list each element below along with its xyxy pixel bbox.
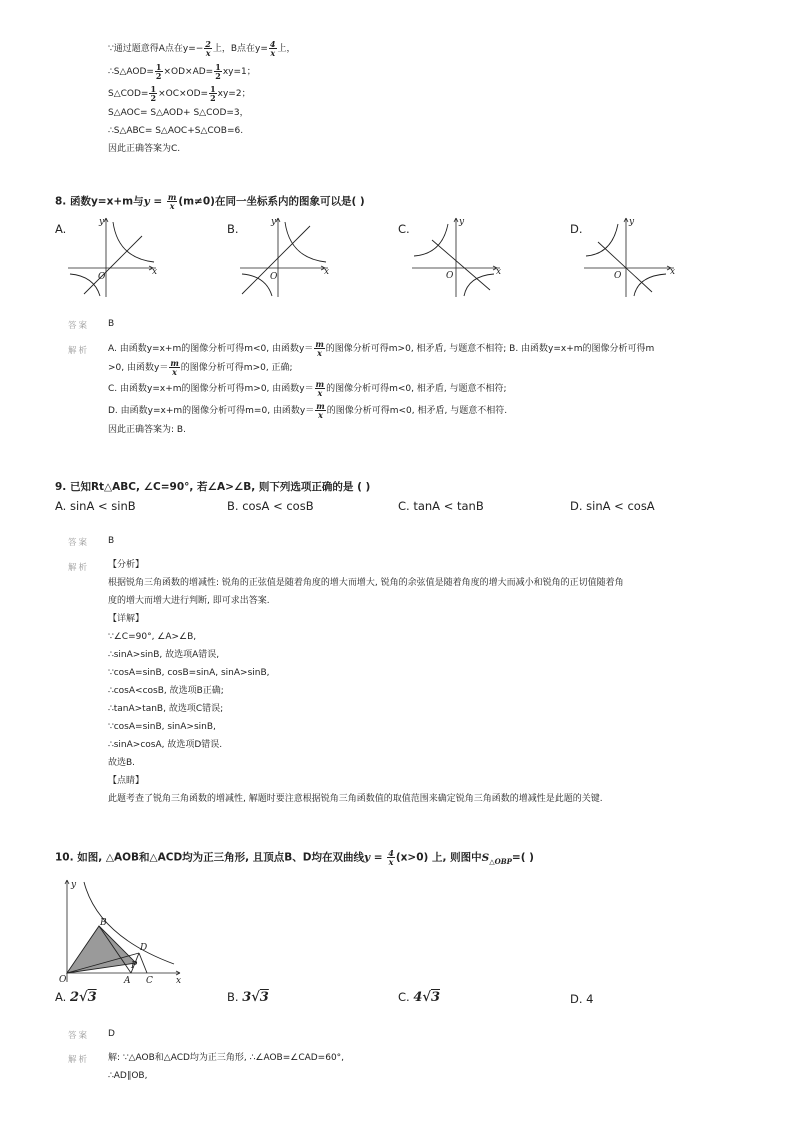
fraction-m-over-x: $\frac{m}{x}$ [167,192,177,211]
top-line-5: ∴S△ABC= S△AOC+S△COB=6. [108,126,244,136]
label-D: D [140,943,148,953]
q10-analysis-line-2: ∴AD∥OB, [108,1071,148,1081]
label-y: y [71,880,77,890]
q10-stem: 10. 如图, △AOB和△ACD均为正三角形, 且顶点B、D均在双曲线y = $\frac{4}{x}$ (x>0) 上, 则图中$S_{\triangle OBP}=$( ) [55,848,534,867]
top-line-2: ∴S△AOD= $\frac{1}{2}$ ×OD×AD= $\frac{1}{2}$ xy=1； [108,62,256,81]
q10-figure [58,876,188,988]
q10-answer-value: D [108,1029,115,1039]
q8-analysis-label: 解析 [68,346,90,356]
q8-stem: 8. 函数y=x+m与y = $\frac{m}{x}$ (m≠0)在同一坐标系内的图象可以是( ) [55,192,365,211]
q9-option-c: C. tanA < tanB [398,499,484,513]
label-O: O [59,975,67,985]
top-line-4: S△AOC= S△AOD+ S△COD=3， [108,108,249,118]
q9-analysis-line-4: 【详解】 [108,614,145,624]
y-label: y [99,217,105,227]
origin-label: O [270,272,278,282]
fraction-half: $\frac{1}{2}$ [155,62,162,81]
text: 上，B点在y= [212,44,268,54]
q9-option-d: D. sinA < cosA [570,499,655,513]
text: ∵通过题意得A点在y=− [108,44,204,54]
fraction-4-over-x: $\frac{4}{x}$ [388,848,394,867]
text: 上， [277,44,296,54]
q9-analysis-line-12: 故选B. [108,758,136,768]
q9-option-b: B. cosA < cosB [227,499,314,513]
q8-graph-a [66,212,166,302]
q9-analysis-label: 解析 [68,563,90,573]
q9-analysis-line-6: ∴sinA>sinB, 故选项A错误, [108,650,220,660]
q9-analysis-line-2: 根据锐角三角函数的增减性: 锐角的正弦值是随着角度的增大而增大, 锐角的余弦值是随着角度的增大而减小和锐角的正切值随着角 [108,578,624,588]
fraction-m-over-x: $\frac{m}{x}$ [316,401,325,420]
fraction-half: $\frac{1}{2}$ [150,84,157,103]
q9-analysis-line-8: ∴cosA<cosB, 故选项B正确; [108,686,224,696]
q9-answer-value: B [108,536,115,546]
area-symbol: $S_{\triangle OBP}$ [481,851,512,866]
fraction: $\frac{4}{x}$ [269,39,276,58]
q9-analysis-line-9: ∴tanA>tanB, 故选项C错误; [108,704,224,714]
q9-analysis-line-7: ∵cosA=sinB, cosB=sinA, sinA>sinB, [108,668,270,678]
label-B: B [100,918,107,928]
top-line-3: S△COD= $\frac{1}{2}$ ×OC×OD= $\frac{1}{2}$ xy=2； [108,84,251,103]
label-P: P [131,961,138,971]
q9-analysis-line-1: 【分析】 [108,560,145,570]
q8-analysis-line-1: A. 由函数y=x+m的图像分析可得m<0, 由函数y＝ $\frac{m}{x}$ 的图像分析可得m>0, 相矛盾, 与题意不相符; B. 由函数y=x+m的图像分析可得m [108,339,655,358]
q8-graph-b [238,212,338,302]
x-label: x [496,267,502,277]
q8-graph-d [582,212,682,302]
q9-analysis-line-14: 此题考查了锐角三角函数的增减性, 解题时要注意根据锐角三角函数值的取值范围来确定锐角三角函数的增减性是此题的关键. [108,794,603,804]
q8-analysis-line-5: 因此正确答案为: B. [108,425,186,435]
shaded-triangle-obp [67,926,136,973]
q8-option-a-label: A. [55,222,67,236]
label-x: x [176,976,182,986]
fraction-m-over-x: $\frac{m}{x}$ [315,339,324,358]
q9-answer-label: 答案 [68,538,90,548]
fraction-m-over-x: $\frac{m}{x}$ [170,358,179,377]
q8-graph-c [410,212,510,302]
top-line-1 [108,40,296,57]
q9-analysis-line-5: ∵∠C=90°, ∠A>∠B, [108,632,197,642]
fraction: $\frac{2}{x}$ [205,39,211,58]
q8-option-d-label: D. [570,222,583,236]
q8-option-b-label: B. [227,222,239,236]
y-label: y [271,217,277,227]
fraction-half: $\frac{1}{2}$ [215,62,221,81]
q8-answer-value: B [108,319,115,329]
q10-option-d: D. 4 [570,992,594,1006]
q10-analysis-line-1: 解: ∵△AOB和△ACD均为正三角形, ∴∠AOB=∠CAD=60°, [108,1053,345,1063]
q9-option-a: A. sinA < sinB [55,499,136,513]
fraction-half: $\frac{1}{2}$ [210,84,216,103]
x-label: x [152,267,158,277]
y-label: y [459,217,465,227]
q10-option-c: C. 4√3 [398,990,440,1005]
q8-answer-label: 答案 [68,321,90,331]
origin-label: O [614,271,622,281]
q8-option-c-label: C. [398,222,410,236]
q8-analysis-line-2: >0, 由函数y＝ $\frac{m}{x}$ 的图像分析可得m>0, 正确; [108,358,293,377]
q9-analysis-line-13: 【点睛】 [108,776,145,786]
x-label: x [670,267,676,277]
q10-analysis-label: 解析 [68,1055,90,1065]
q10-option-a: A. 2√3 [55,990,97,1005]
y-label: y [629,217,635,227]
q9-analysis-line-10: ∵cosA=sinB, sinA>sinB, [108,722,216,732]
q9-analysis-line-11: ∴sinA>cosA, 故选项D错误. [108,740,223,750]
q9-stem: 9. 已知Rt△ABC, ∠C=90°, 若∠A>∠B, 则下列选项正确的是 ( ) [55,481,371,493]
origin-label: O [98,272,106,282]
label-A: A [124,976,131,986]
origin-label: O [446,271,454,281]
x-label: x [324,267,330,277]
fraction-m-over-x: $\frac{m}{x}$ [315,379,325,398]
q8-analysis-line-3: C. 由函数y=x+m的图像分析可得m>0, 由函数y＝ $\frac{m}{x}$ 的图像分析可得m<0, 相矛盾, 与题意不相符; [108,379,507,398]
q10-option-b: B. 3√3 [227,990,269,1005]
q8-analysis-line-4: D. 由函数y=x+m的图像分析可得m=0, 由函数y＝ $\frac{m}{x}$ 的图像分析可得m<0, 相矛盾, 与题意不相符. [108,401,508,420]
q10-answer-label: 答案 [68,1031,90,1041]
label-C: C [146,976,153,986]
top-line-6: 因此正确答案为C. [108,144,181,154]
q9-analysis-line-3: 度的增大而增大进行判断, 即可求出答案. [108,596,270,606]
